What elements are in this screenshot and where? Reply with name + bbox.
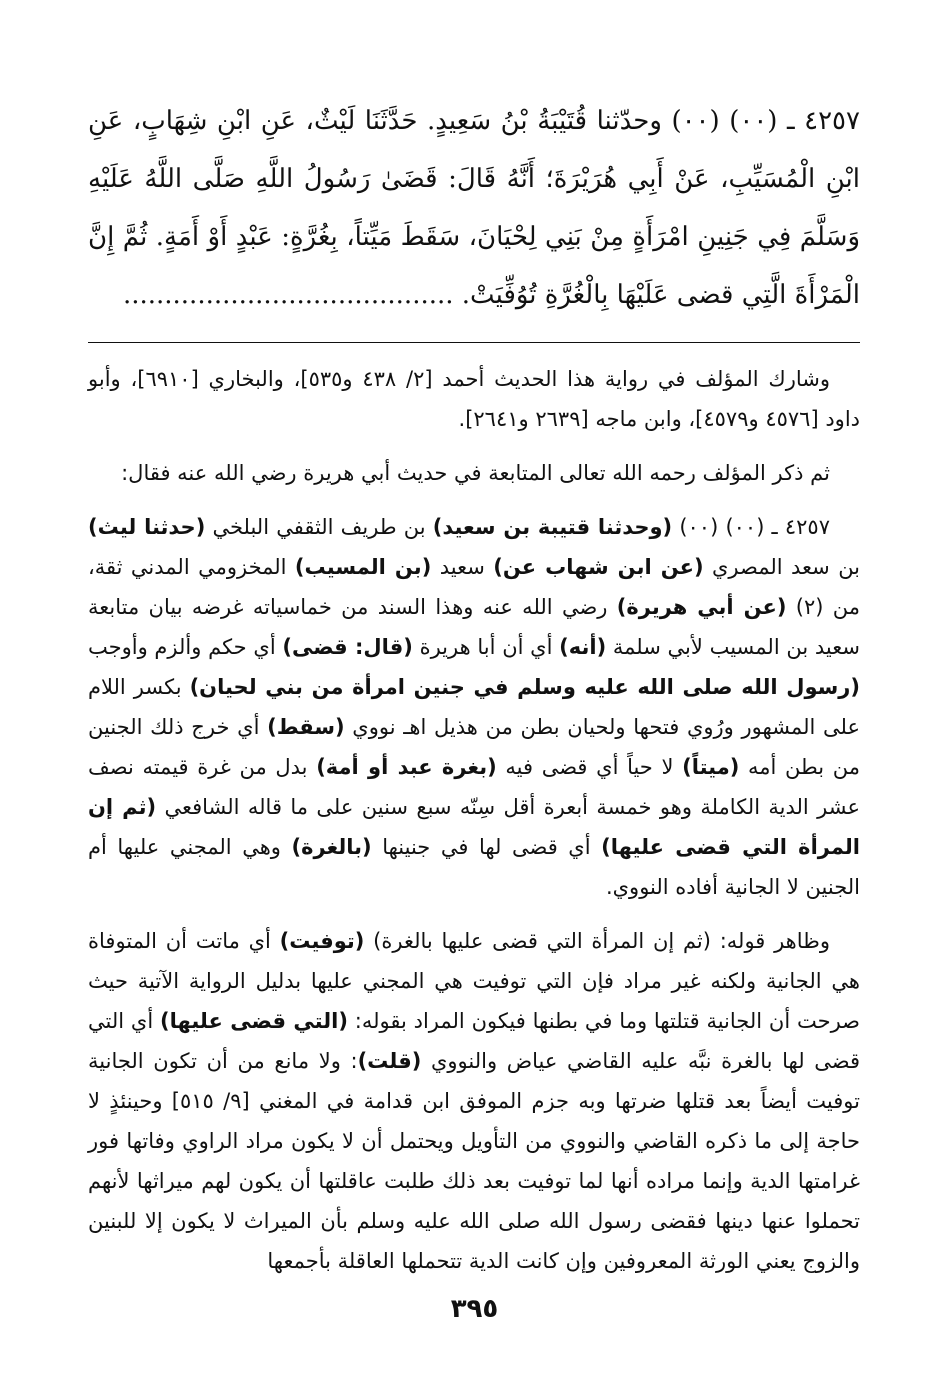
commentary-sharing-paragraph: وشارك المؤلف في رواية هذا الحديث أحمد [٢/ ٤٣٨ و٥٣٥]، والبخاري [٦٩١٠]، وأبو داود [٤٥٧٦ و٤٥٧٩]، وابن ماجه [٢٦٣٩ و٢٦٤١]. xyxy=(88,367,860,431)
bold-quote: (توفيت) xyxy=(279,929,365,953)
bold-quote: (قال: قضى) xyxy=(282,635,413,659)
text-run: المخزومي المدني ثقة، من (٢) xyxy=(88,555,861,619)
bold-quote: (بن المسيب) xyxy=(294,555,432,579)
bold-quote: (بغرة عبد أو أمة) xyxy=(316,755,497,779)
text-run: بكسر اللام على المشهور ورُوي فتحها ولحيان بطن من هذيل اهـ نووي xyxy=(88,675,860,739)
bold-quote: (أنه) xyxy=(559,635,607,659)
bold-quote: (ميتاً) xyxy=(682,755,740,779)
hadith-main: ٤٢٥٧ ـ (٠٠) (٠٠) وحدّثنا قُتَيْبَةُ بْنُ سَعِيدٍ. حَدَّثَنَا لَيْثٌ، عَنِ ابْنِ شِهَابٍ، عَنِ ابْنِ الْمُسَيِّبِ، عَنْ أَبِي هُرَيْرَةَ؛ أَنَّهُ قَالَ: قَضَىٰ رَسُولُ اللَّهِ صَلَّى اللَّهُ عَلَيْهِ وَسَلَّمَ فِي جَنِينِ امْرَأَةٍ مِنْ بَنِي لِحْيَانَ، سَقَطَ مَيِّتاً، بِغُرَّةٍ: عَبْدٍ أَوْ أَمَةٍ. ثُمَّ إِنَّ الْمَرْأَةَ الَّتِي قضى عَلَيْهَا بِالْغُرَّةِ تُوُفِّيَتْ. xyxy=(88,106,861,310)
bold-quote: (سقط) xyxy=(267,715,345,739)
page-body xyxy=(88,92,860,1287)
text-run: بن طريف الثقفي البلخي xyxy=(205,515,433,539)
bold-quote: (قلت) xyxy=(357,1049,422,1073)
bold-quote: (ثم إن المرأة التي قضى عليها) xyxy=(88,795,860,859)
commentary-intro-paragraph: ثم ذكر المؤلف رحمه الله تعالى المتابعة في حديث أبي هريرة رضي الله عنه فقال: xyxy=(121,461,830,485)
text-run: لا حياً أي قضى فيه xyxy=(496,755,683,779)
text-run: أي أن أبا هريرة xyxy=(412,635,560,659)
bold-quote: (التي قضى عليها) xyxy=(159,1009,348,1033)
text-run: رضي الله عنه وهذا السند من خماسياته غرضه بيان متابعة سعيد بن المسيب لأبي سلمة xyxy=(88,595,861,659)
text-run: أي قضى لها في جنينها xyxy=(371,835,602,859)
bold-quote: (عن ابن شهاب عن) xyxy=(493,555,704,579)
bold-quote: (وحدثنا قتيبة بن سعيد) xyxy=(432,515,673,539)
text-run: وظاهر قوله: (ثم إن المرأة التي قضى عليها بالغرة) xyxy=(364,929,830,953)
text-run: وهي المجني عليها أم الجنين لا الجانية أفاده النووي. xyxy=(88,835,860,899)
text-run: سعيد xyxy=(431,555,494,579)
text-run: بدل من غرة قيمته نصف عشر الدية الكاملة وهو خمسة أبعرة أقل سِنّه سبع سنين على ما قاله الشافعي xyxy=(88,755,860,819)
text-run: ٤٢٥٧ ـ (٠٠) (٠٠) xyxy=(672,515,830,539)
hadith-text xyxy=(88,92,860,324)
hadith-dots: ........................................ xyxy=(122,280,454,310)
bold-quote: (حدثنا ليث) xyxy=(88,515,206,539)
text-run: أي التي قضى لها بالغرة نبَّه عليه القاضي عياض والنووي xyxy=(88,1009,860,1073)
bold-quote: (بالغرة) xyxy=(291,835,372,859)
text-run: أي حكم وألزم وأوجب xyxy=(88,635,283,659)
bold-quote: (رسول الله صلى الله عليه وسلم في جنين امرأة من بني لحيان) xyxy=(189,675,860,699)
text-run: بن سعد المصري xyxy=(703,555,861,579)
text-run: أي خرج ذلك الجنين من بطن أمه xyxy=(88,715,860,779)
commentary-discussion-paragraph xyxy=(88,921,860,1281)
text-run: : ولا مانع من أن تكون الجانية توفيت أيضاً بعد قتلها ضرتها وبه جزم الموفق ابن قدامة في المغني [٩/ ٥١٥] وحينئذٍ لا حاجة إلى ما ذكره القاضي والنووي من التأويل ويحتمل أن لا يكون مراد الراوي وفاتها فور غرامتها الدية وإنما مراده أنها لما توفيت بعد ذلك طلبت عاقلتها أن يكون لهم ميراثها لأنهم تحملوا عنها دينها فقضى رسول الله صلى الله عليه وسلم بأن الميراث لا يكون إلا للبنين والزوج يعني الورثة المعروفين وإن كانت الدية تتحملها العاقلة بأجمعها xyxy=(88,1049,860,1273)
commentary-explanation-paragraph xyxy=(88,507,860,907)
page-number: ٣٩٥ xyxy=(450,1294,499,1324)
text-run: أي ماتت أن المتوفاة هي الجانية ولكنه غير مراد فإن التي توفيت هي المجني عليها بدليل الرواية الآتية حيث صرحت أن الجانية قتلتها وما في بطنها فيكون المراد بقوله: xyxy=(88,929,860,1033)
footnote-divider xyxy=(88,342,860,343)
bold-quote: (عن أبي هريرة) xyxy=(616,595,787,619)
